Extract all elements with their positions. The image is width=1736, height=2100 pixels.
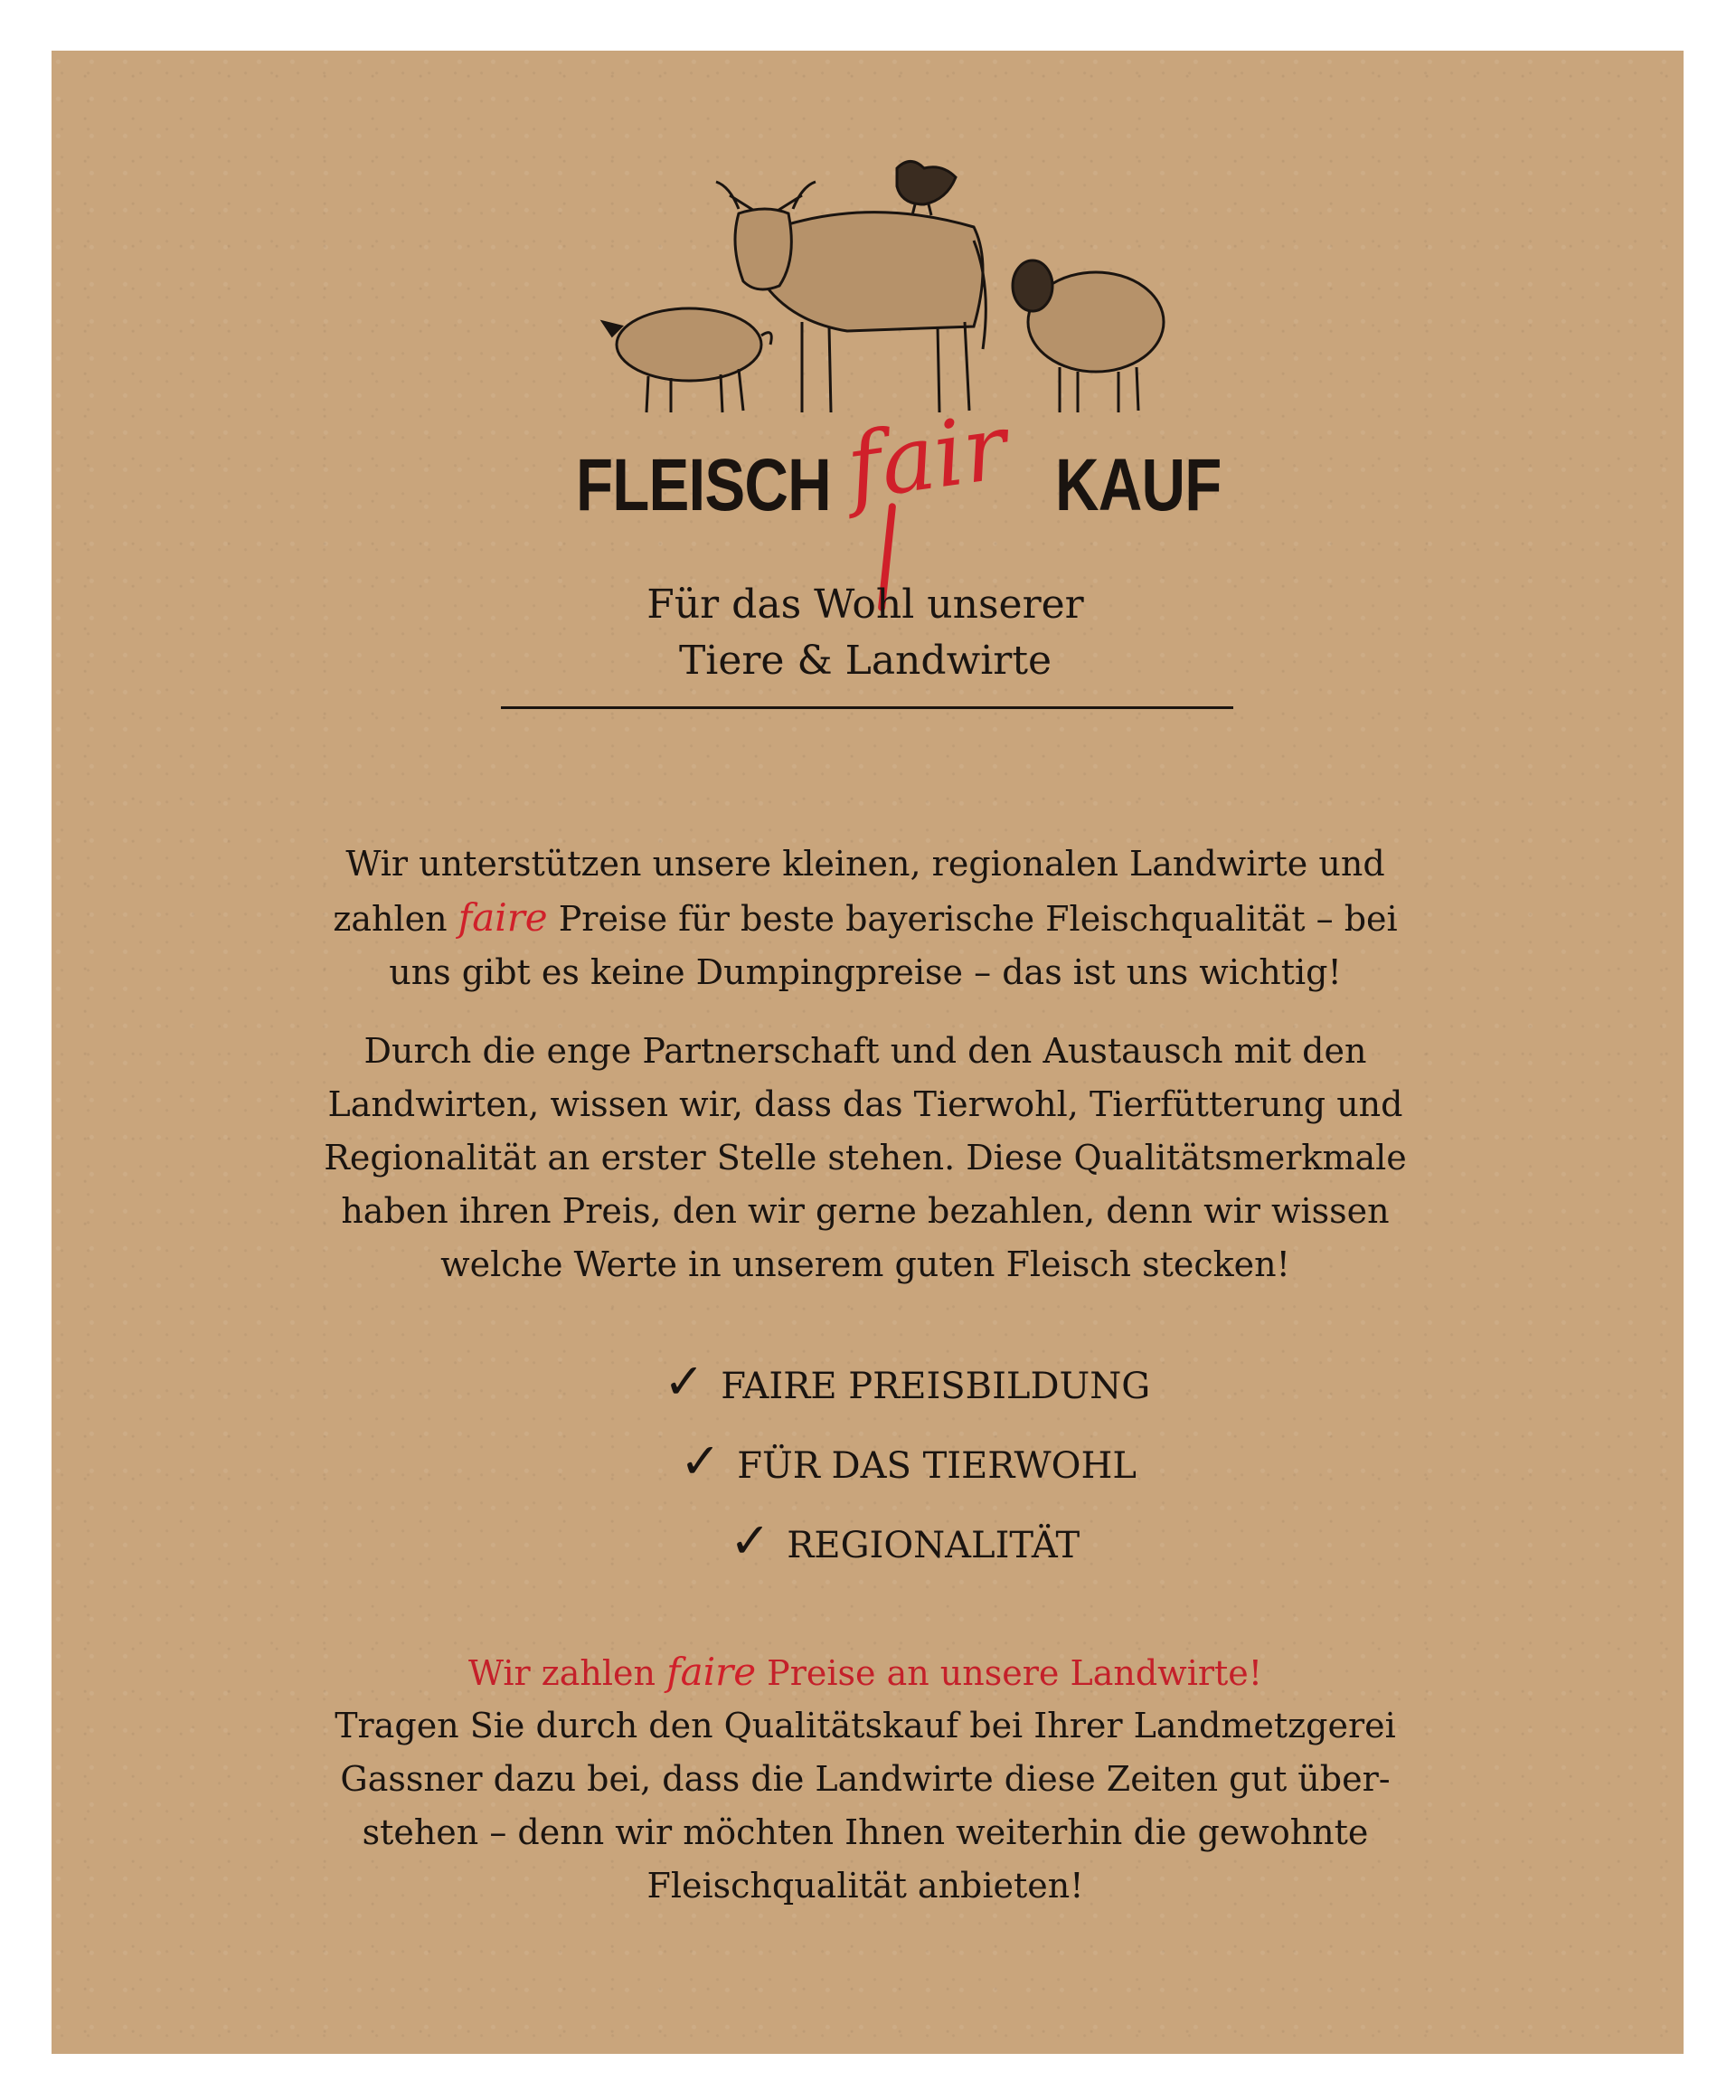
checklist-label: FAIRE PREISBILDUNG	[721, 1366, 1151, 1407]
sheep-icon	[1013, 260, 1164, 412]
checkmark-icon: ✓	[730, 1512, 771, 1569]
intro-line-2	[223, 891, 1507, 946]
chicken-icon	[897, 162, 956, 216]
inline-fair-word: faire	[458, 895, 548, 940]
logo-word-kauf: KAUF	[1055, 444, 1222, 526]
tagline	[504, 577, 1227, 690]
partnership-line: Regionalität an erster Stelle stehen. Diese Qualitätsmerkmale	[324, 1138, 1407, 1178]
callout-end: Preise an unsere Landwirte!	[767, 1653, 1263, 1693]
pig-icon	[603, 308, 771, 412]
checkmark-icon: ✓	[680, 1433, 722, 1490]
intro-line-3: uns gibt es keine Dumpingpreise – das ist uns wichtig!	[389, 952, 1342, 992]
intro-line-2-end: Preise für beste bayerische Fleischqualität – bei	[558, 899, 1398, 939]
checklist-label: FÜR DAS TIERWOHL	[737, 1445, 1137, 1487]
closing-line: Tragen Sie durch den Qualitätskauf bei Ihrer Landmetzgerei	[335, 1706, 1396, 1745]
fair-prices-callout	[223, 1650, 1507, 1694]
partnership-line: welche Werte in unserem guten Fleisch stecken!	[440, 1244, 1290, 1284]
tagline-line-1: Für das Wohl unserer	[646, 582, 1084, 628]
intro-line-2-start: zahlen	[333, 899, 448, 939]
logo-word-fair: fair	[840, 393, 1014, 521]
logo-word-fleisch: FLEISCH	[576, 444, 831, 526]
closing-line: Gassner dazu bei, dass die Landwirte diese Zeiten gut über-	[340, 1759, 1391, 1799]
closing-line: Fleischqualität anbieten!	[646, 1866, 1084, 1906]
farm-animals-illustration	[585, 141, 1182, 421]
partnership-line: Landwirten, wissen wir, dass das Tierwohl, Tierfütterung und	[327, 1084, 1403, 1124]
partnership-line: haben ihren Preis, den wir gerne bezahlen, denn wir wissen	[341, 1191, 1390, 1231]
checkmark-icon: ✓	[664, 1353, 705, 1410]
partnership-line: Durch die enge Partnerschaft und den Austausch mit den	[363, 1031, 1367, 1071]
callout-fair-word: faire	[666, 1650, 757, 1694]
closing-paragraph	[223, 1699, 1507, 1913]
checklist-item	[664, 1353, 1150, 1410]
checklist-item	[680, 1433, 1137, 1490]
closing-line: stehen – denn wir möchten Ihnen weiterhin die gewohnte	[362, 1812, 1369, 1852]
checklist-item	[730, 1512, 1080, 1569]
checklist-label: REGIONALITÄT	[787, 1525, 1080, 1566]
cow-icon	[716, 182, 986, 412]
intro-paragraph	[223, 837, 1507, 999]
tagline-line-2: Tiere & Landwirte	[678, 638, 1052, 685]
divider	[501, 706, 1233, 709]
flyer-card	[52, 51, 1684, 2054]
callout-start: Wir zahlen	[467, 1653, 656, 1693]
brand-logo	[522, 393, 1245, 593]
intro-line-1: Wir unterstützen unsere kleinen, regionalen Landwirte und	[345, 844, 1385, 884]
partnership-paragraph	[223, 1025, 1507, 1291]
